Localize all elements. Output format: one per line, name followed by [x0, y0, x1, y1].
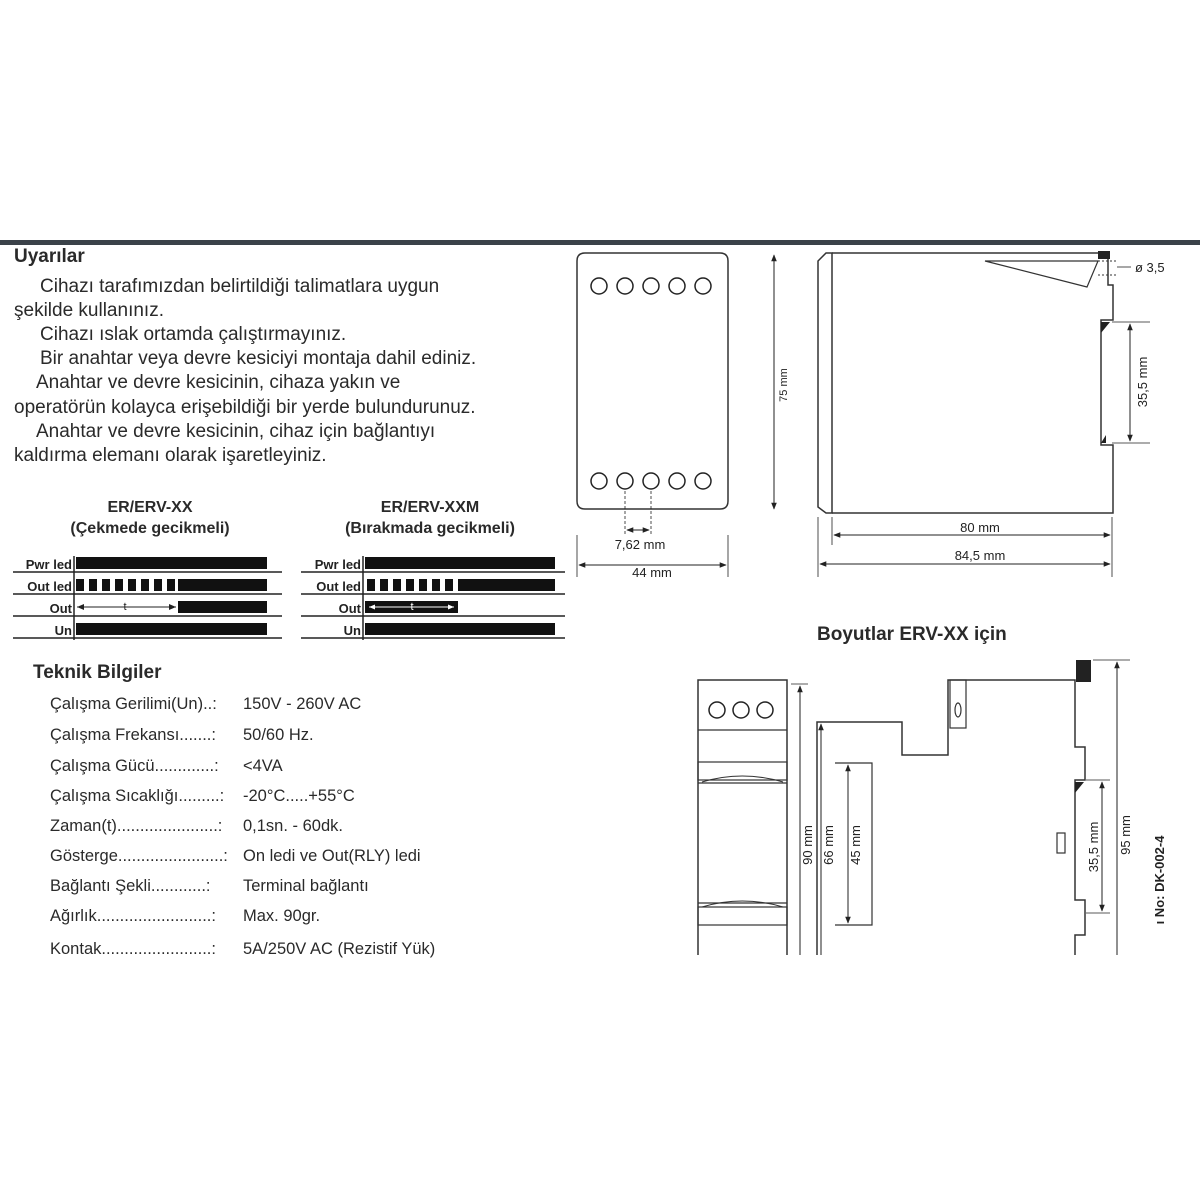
warning-line: Anahtar ve devre kesicinin, cihaz için bağlantıyı [36, 421, 436, 442]
spec-label: Çalışma Gerilimi(Un)..: [50, 695, 217, 713]
document-number: ı No: DK-002-4 [1152, 835, 1167, 925]
warning-line: Anahtar ve devre kesicinin, cihaza yakın ve [36, 372, 401, 393]
pwr-led-signal [76, 557, 267, 569]
tech-title: Teknik Bilgiler [33, 662, 162, 683]
dim-66: 66 mm [821, 825, 836, 865]
spec-label: Ağırlık.........................: [50, 907, 216, 925]
out-signal [77, 601, 267, 613]
spec-value: Max. 90gr. [243, 907, 321, 925]
dim-90: 90 mm [800, 825, 815, 865]
spec-label: Gösterge.......................: [50, 847, 228, 865]
erv-dimension-drawing [690, 655, 1200, 955]
er-side-view [818, 251, 1165, 577]
spec-value: <4VA [243, 757, 283, 775]
un-signal [76, 623, 267, 635]
spec-label: Çalışma Gücü.............: [50, 757, 219, 775]
row-label-out: Out [49, 601, 72, 616]
dim-rail-erv: 35,5 mm [1086, 821, 1101, 873]
warning-line: Cihazı tarafımızdan belirtildiği talimatlara uygun [40, 276, 440, 297]
row-label-out-led: Out led [316, 579, 361, 594]
delay-t-label: t [410, 601, 414, 613]
row-label-un: Un [54, 623, 72, 638]
erv-front-view [698, 680, 815, 955]
warning-line: Cihazı ıslak ortamda çalıştırmayınız. [40, 324, 347, 345]
spec-value: On ledi ve Out(RLY) ledi [243, 847, 421, 865]
dim-95: 95 mm [1118, 815, 1133, 855]
dim-width: 44 mm [632, 565, 672, 580]
timing-title-er-erv-xx: ER/ERV-XX [107, 499, 193, 516]
out-led-blink-signal [367, 579, 555, 591]
out-signal [365, 601, 458, 613]
erv-terminal-holes [709, 702, 773, 718]
spec-value: Terminal bağlantı [243, 877, 369, 895]
dim-rail: 35,5 mm [1135, 356, 1150, 408]
warning-line: operatörün kolayca erişebildiği bir yerde bulundurunuz. [14, 397, 476, 418]
un-signal [365, 623, 555, 635]
warning-line: şekilde kullanınız. [14, 300, 164, 321]
row-label-un: Un [343, 623, 361, 638]
dim-height-75: 75 mm [778, 368, 790, 402]
warnings-title: Uyarılar [14, 246, 85, 267]
er-front-view [577, 253, 790, 580]
spec-label: Çalışma Frekansı.......: [50, 726, 216, 744]
spec-value: -20°C.....+55°C [243, 787, 355, 805]
row-label-pwr-led: Pwr led [314, 557, 361, 572]
timing-diagrams [0, 548, 580, 643]
spec-value: 0,1sn. - 60dk. [243, 817, 343, 835]
dim-pitch: 7,62 mm [614, 537, 666, 552]
row-label-out: Out [338, 601, 361, 616]
timing-diagram-er-erv-xxm [301, 556, 565, 640]
dim-depth-80: 80 mm [960, 520, 1000, 535]
row-label-out-led: Out led [27, 579, 72, 594]
delay-t-label: t [123, 601, 127, 613]
spec-value: 150V - 260V AC [243, 695, 362, 713]
row-label-pwr-led: Pwr led [25, 557, 72, 572]
warning-line: kaldırma elemanı olarak işaretleyiniz. [14, 445, 327, 466]
erv-side-view [817, 660, 1167, 955]
warning-line: Bir anahtar veya devre kesiciyi montaja dahil ediniz. [40, 348, 477, 369]
terminal-holes-top [591, 278, 711, 294]
timing-subtitle-er-erv-xx: (Çekmede gecikmeli) [70, 520, 230, 537]
dim-45: 45 mm [848, 825, 863, 865]
pwr-led-signal [365, 557, 555, 569]
dim-depth-84-5: 84,5 mm [954, 548, 1006, 563]
timing-title-er-erv-xxm: ER/ERV-XXM [380, 499, 480, 516]
spec-value: 5A/250V AC (Rezistif Yük) [243, 940, 436, 958]
terminal-holes-bottom [591, 473, 711, 489]
dim-hole-diameter: ø 3,5 [1135, 260, 1165, 275]
timing-diagram-er-erv-xx [13, 556, 282, 640]
spec-label: Bağlantı Şekli............: [50, 877, 211, 895]
spec-label: Çalışma Sıcaklığı.........: [50, 787, 225, 805]
erv-dimensions-title: Boyutlar ERV-XX için [817, 624, 1007, 645]
spec-label: Zaman(t)......................: [50, 817, 223, 835]
timing-subtitle-er-erv-xxm: (Bırakmada gecikmeli) [345, 520, 515, 537]
spec-value: 50/60 Hz. [243, 726, 314, 744]
er-dimension-drawing [560, 245, 1200, 585]
out-led-blink-signal [76, 579, 267, 591]
spec-label: Kontak........................: [50, 940, 216, 958]
